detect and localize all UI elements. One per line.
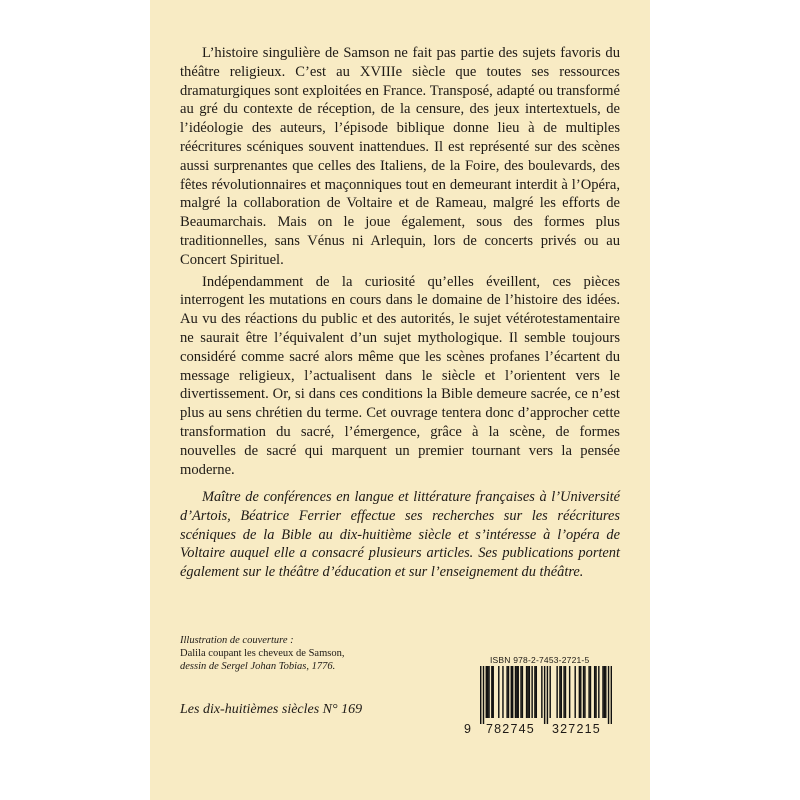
- barcode-block: [460, 655, 622, 741]
- barcode-bar: [561, 666, 562, 718]
- barcode-bar: [527, 666, 528, 718]
- barcode-bar: [602, 666, 603, 718]
- barcode-bar: [598, 666, 599, 718]
- barcode-bar: [518, 666, 519, 718]
- barcode-bar: [556, 666, 557, 718]
- barcode-digits-left: 782745: [486, 722, 535, 736]
- series-title: Les dix-huitièmes siècles N° 169: [180, 702, 363, 717]
- barcode-bar: [579, 666, 580, 718]
- barcode-bar: [580, 666, 581, 718]
- barcode-bar: [569, 666, 570, 718]
- barcode-bar: [488, 666, 489, 718]
- barcode-bar: [511, 666, 512, 718]
- barcode-bar: [522, 666, 523, 718]
- illustration-credit: [180, 634, 480, 673]
- barcode-digits-right: 327215: [552, 722, 601, 736]
- barcode-bar: [516, 666, 517, 718]
- illustration-line-1: Dalila coupant les cheveux de Samson,: [180, 648, 345, 659]
- barcode-bar: [594, 666, 595, 718]
- barcode-bar: [493, 666, 494, 718]
- barcode-bar: [595, 666, 596, 718]
- barcode-bar: [544, 666, 545, 724]
- barcode-bar: [502, 666, 503, 718]
- barcode-bar: [508, 666, 509, 718]
- barcode-bar: [611, 666, 612, 724]
- illustration-heading: Illustration de couverture :: [180, 635, 294, 646]
- barcode-bar: [590, 666, 591, 718]
- barcode-bar: [483, 666, 484, 724]
- barcode-icon: [480, 666, 612, 724]
- barcode-bar: [588, 666, 589, 718]
- barcode-bar: [574, 666, 575, 718]
- barcode-digit-first: 9: [464, 722, 473, 736]
- barcode-bar: [506, 666, 507, 718]
- barcode-bar: [529, 666, 530, 718]
- barcode-bar: [486, 666, 487, 718]
- barcode-bar: [515, 666, 516, 718]
- barcode-bar: [512, 666, 513, 718]
- barcode-bar: [487, 666, 488, 718]
- barcode-bar: [498, 666, 499, 718]
- barcode-bar: [536, 666, 537, 718]
- author-bio: Maître de conférences en langue et littérature françaises à l’Université d’Artois, Béatrice Ferrier effectue ses recherches sur les réécritures scéniques de la Bible au dix-huitième siècle et s’intéresse à l’opéra de Voltaire auquel elle a consacré plusieurs articles. Ses publications portent également sur le théâtre d’éducation et sur l’enseignement du théâtre.: [180, 489, 620, 581]
- barcode-bar: [526, 666, 527, 718]
- barcode-bar: [559, 666, 560, 718]
- summary-text: [180, 44, 620, 482]
- barcode-bar: [534, 666, 535, 718]
- isbn-label: ISBN 978-2-7453-2721-5: [490, 655, 590, 665]
- barcode-bar: [491, 666, 492, 718]
- barcode-bar: [604, 666, 605, 718]
- barcode-bar: [480, 666, 481, 724]
- barcode-bar: [549, 666, 550, 718]
- barcode-bar: [583, 666, 584, 718]
- barcode-bar: [547, 666, 548, 724]
- summary-paragraph-2: Indépendamment de la curiosité qu’elles éveillent, ces pièces interrogent les mutations en cours dans le domaine de l’histoire des idées. Au vu des réactions du public et des autorités, le sujet vétérotestamentaire ne saurait être l’équivalent d’un sujet mythologique. Il semble toujours considéré comme sacré alors même que les scènes profanes l’écartent du message religieux, l’actualisent dans le siècle et l’orientent vers le divertissement. Or, si dans ces conditions la Bible demeure sacrée, ce n’est plus au sens chrétien du terme. Cet ouvrage tentera donc d’approcher cette transformation du sacré, l’émergence, grâce à la scène, de formes nouvelles de sacré qui marquent un premier tournant vers la pensée moderne.: [180, 273, 620, 478]
- summary-paragraph-1: L’histoire singulière de Samson ne fait pas partie des sujets favoris du théâtre religieux. C’est au XVIIIe siècle que toutes ses ressources dramaturgiques sont exploitées en France. Transposé, adapté ou transformé au gré du contexte de réception, de la censure, des jeux intertextuels, de l’idéologie des auteurs, l’épisode biblique donne lieu à de multiples réécritures scéniques souvent inattendues. Il est représenté sur des scènes aussi surprenantes que celles des Italiens, de la Foire, des boulevards, des fêtes révolutionnaires et maçonniques tout en demeurant interdit à l’Opéra, malgré la collaboration de Voltaire et de Rameau, malgré les efforts de Beaumarchais. Mais on le joue également, sous des formes plus traditionnelles, sans Vénus ni Arlequin, lors de concerts privés ou au Concert Spirituel.: [180, 45, 620, 268]
- barcode-bar: [531, 666, 532, 718]
- barcode-bar: [608, 666, 609, 724]
- barcode-bar: [565, 666, 566, 718]
- barcode-bar: [541, 666, 542, 718]
- illustration-line-2: dessin de Sergel Johan Tobias, 1776.: [180, 661, 336, 672]
- barcode-bar: [520, 666, 521, 718]
- barcode-bar: [563, 666, 564, 718]
- book-back-cover: [150, 0, 650, 800]
- barcode-bar: [584, 666, 585, 718]
- barcode-bar: [605, 666, 606, 718]
